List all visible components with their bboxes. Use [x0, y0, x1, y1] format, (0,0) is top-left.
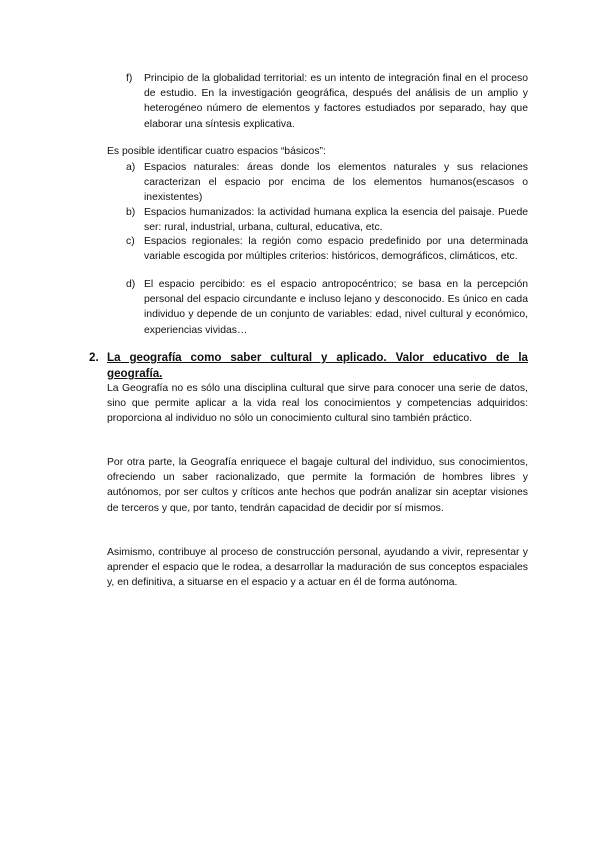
list-marker: d) [126, 279, 136, 290]
intro-text: Es posible identificar cuatro espacios “básicos”: [107, 146, 326, 157]
list-marker: c) [126, 236, 135, 247]
paragraph-1: La Geografía no es sólo una disciplina cultural que sirve para conocer una serie de datos, sino que permite aplicar a la vida real los conocimientos y competencias adquiridos: proporciona al individuo no sólo un conocimiento cultural sino también práctico. [107, 383, 528, 425]
section-number: 2. [89, 351, 99, 364]
list-item-c [126, 234, 528, 280]
list-item-b [126, 205, 528, 237]
list-item-text: El espacio percibido: es el espacio antropocéntrico; se basa en la percepción personal del espacio circundante e incluso lejano y desconocido. Es único en cada individuo y depende de un conjunto de variables: edad, nivel cultural y económico, experiencias vividas… [144, 279, 528, 336]
list-item-text: Espacios regionales: la región como espacio predefinido por una determinada variable escogida por múltiples criterios: históricos, demográficos, climáticos, etc. [144, 236, 528, 263]
list-marker: a) [126, 162, 136, 173]
list-item-text: Espacios naturales: áreas donde los elementos naturales y sus relaciones caracterizan el espacio por encima de los elementos humanos(escasos o inexistentes) [144, 162, 528, 204]
list-item-text: Principio de la globalidad territorial: es un intento de integración final en el proceso de estudio. En la investigación geográfica, después del análisis de un amplio y heterogéneo número de elementos y factores estudiados por separado, hay que elaborar una síntesis explicativa. [144, 73, 528, 130]
list-item-f [126, 71, 528, 133]
list-marker: b) [126, 207, 136, 218]
paragraph-3: Asimismo, contribuye al proceso de construcción personal, ayudando a vivir, representar y aprender el espacio que le rodea, a desarrollar la maduración de sus conceptos espaciales y, en definitiva, a situarse en el espacio y a actuar en él de forma autónoma. [107, 547, 528, 589]
list-item-a [126, 160, 528, 206]
list-marker: f) [126, 73, 133, 84]
section-title: La geografía como saber cultural y aplicado. Valor educativo de la geografía. [107, 351, 528, 380]
list-item-d [126, 277, 528, 339]
paragraph-2: Por otra parte, la Geografía enriquece el bagaje cultural del individuo, sus conocimientos, ofreciendo un saber racionalizado, que permite la formación de hombres libres y autónomos, por ser cultos y críticos ante hechos que podrán analizar sin aceptar visiones de terceros y que, por tanto, tendrán capacidad de decidir por sí mismos. [107, 457, 528, 514]
list-item-text: Espacios humanizados: la actividad humana explica la esencia del paisaje. Puede ser: rural, industrial, urbana, cultural, educativa, etc. [144, 207, 528, 234]
